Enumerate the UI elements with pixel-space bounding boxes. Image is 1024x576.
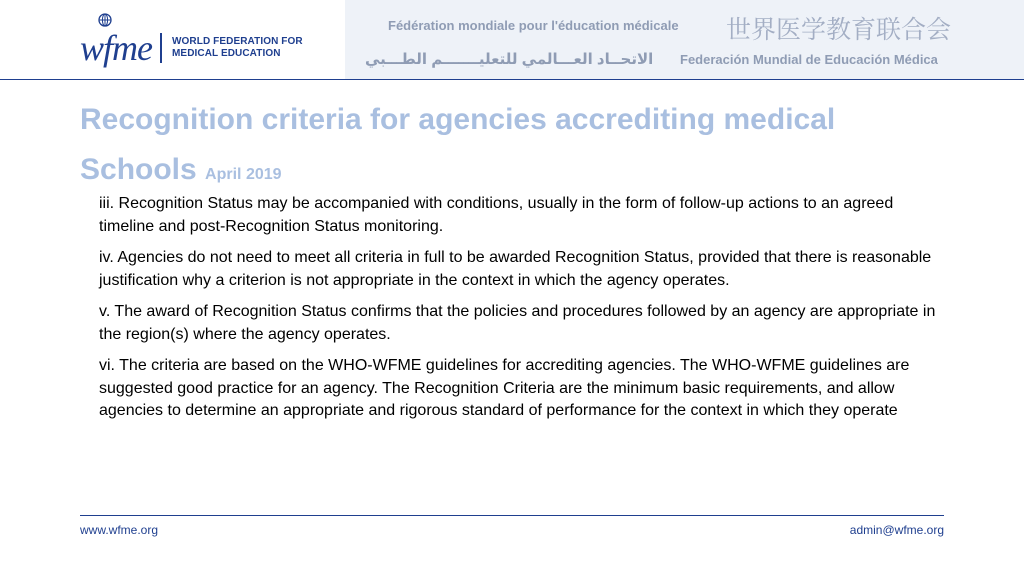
paragraph-vi: vi. The criteria are based on the WHO-WFME guidelines for accrediting agencies. The WHO-WFME guidelines are suggested good practice for an agency. The Recognition Criteria are the minimum basic requirements, and allow agencies to determine an appropriate and rigorous standard of performance for the context in which they operate [99, 357, 910, 419]
paragraph-v: v. The award of Recognition Status confirms that the policies and procedures followed by an agency are appropriate in the region(s) where the agency operates. [99, 303, 936, 343]
logo-wordmark-text: wfme [80, 28, 152, 68]
paragraph-iii: iii. Recognition Status may be accompanied with conditions, usually in the form of follow-up actions to an agreed timeline and post-Recognition Status monitoring. [99, 195, 894, 235]
header-banner [0, 0, 1024, 80]
paragraph-iv: iv. Agencies do not need to meet all criteria in full to be awarded Recognition Status, provided that there is reasonable justification why a criterion is not appropriate in the context in which the agency operates. [99, 249, 932, 289]
wfme-logo [80, 22, 303, 74]
globe-icon [98, 13, 112, 27]
org-name-arabic: الاتحــاد العـــالمي للتعليـــــــم الطـــبي [365, 51, 654, 68]
header-divider [0, 79, 1024, 80]
org-name-line1: WORLD FEDERATION FOR [172, 36, 303, 47]
footer-divider [80, 515, 944, 516]
org-name-spanish: Federación Mundial de Educación Médica [680, 52, 938, 67]
org-name [172, 36, 303, 60]
logo-divider [160, 33, 162, 63]
org-name-french: Fédération mondiale pour l'éducation médicale [388, 18, 679, 33]
org-name-chinese: 世界医学教育联合会 [726, 15, 952, 44]
slide-title [80, 95, 960, 200]
org-name-line2: MEDICAL EDUCATION [172, 48, 281, 59]
slide-body [99, 193, 949, 432]
footer-website-link[interactable]: www.wfme.org [80, 523, 159, 537]
slide-date: April 2019 [205, 166, 282, 183]
logo-wordmark [80, 30, 152, 66]
slide-title-text: Recognition criteria for agencies accrediting medical Schools [80, 103, 836, 186]
footer-email-link[interactable]: admin@wfme.org [849, 523, 944, 537]
